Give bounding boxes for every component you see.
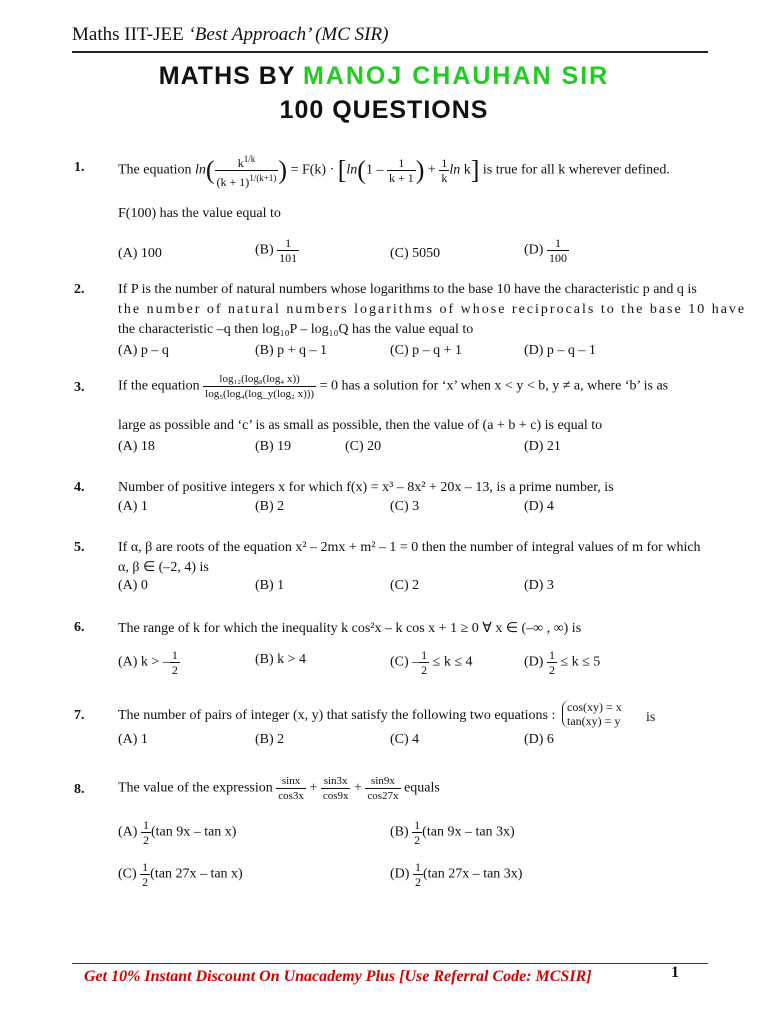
title-line-2: 100 QUESTIONS [279, 96, 489, 124]
q7-eq1: cos(xy) = x [567, 700, 622, 714]
option-a: (A) k > – $\frac{1}{2}$ [118, 648, 178, 677]
option-c: (C) $\frac{1}{2}$ (tan 27x – tan x) [118, 860, 243, 889]
q2-line-3: the characteristic –q then log₁₀P – log₁₀Q has the value equal to [118, 322, 474, 337]
footer-promo: Get 10% Instant Discount On Unacademy Plus [Use Referral Code: MCSIR] [84, 968, 592, 985]
q6-text-1: The range of k for which the inequality k cos²x – k cos x + 1 ≥ 0 ∀ x ∈ (–∞ , ∞) is [118, 621, 582, 636]
question-number: 4. [74, 480, 85, 495]
q1-ln: ln [194, 162, 206, 178]
option-d: (D) 4 [524, 499, 554, 514]
q8-text-a: The value of the expression [118, 780, 277, 796]
option-b: (B) 2 [255, 732, 285, 747]
option-d: (D) $\frac{1}{2}$ ≤ k ≤ 5 [524, 648, 601, 677]
question-number: 2. [74, 282, 85, 297]
option-b: (B) 1 [255, 578, 285, 593]
q1-text-d: is true for all k wherever defined. [479, 162, 670, 178]
question-number: 1. [74, 160, 85, 175]
option-c: (C) – $\frac{1}{2}$ ≤ k ≤ 4 [390, 648, 473, 677]
option-d: (D) 6 [524, 732, 554, 747]
option-a: (A) p – q [118, 343, 169, 358]
option-d: (D) $\frac{1}{100}$ [524, 236, 567, 265]
option-b: (B) 2 [255, 499, 285, 514]
question-number: 6. [74, 620, 85, 635]
q3-frac-bot: log₅(log₄(log_y(log₂ x))) [205, 388, 315, 400]
title-part2: MANOJ CHAUHAN SIR [302, 62, 610, 90]
q5-text-1: If α, β are roots of the equation x² – 2mx + m² – 1 = 0 then the number of integral values of m for which [118, 540, 701, 555]
option-d: (D) 3 [524, 578, 554, 593]
q7-text-1: The number of pairs of integer (x, y) that satisfy the following two equations : [118, 708, 556, 723]
option-d: (D) $\frac{1}{2}$ (tan 27x – tan 3x) [390, 860, 523, 889]
page-number: 1 [671, 964, 679, 981]
option-a: (A) 1 [118, 732, 148, 747]
q8-f2-bot: cos9x [322, 790, 349, 802]
q2-line-2: the number of natural numbers logarithms of whose reciprocals to the base 10 have [118, 302, 747, 317]
header-prefix: Maths IIT-JEE [72, 24, 189, 45]
q8-text-1: The value of the expression $\frac{\sin x}{\cos 3x}$ + $\frac{\sin 3x}{\cos 9x}$ + $\frac{\sin 9x}{\cos 27x}$ equals [118, 775, 440, 802]
option-a: (A) 0 [118, 578, 148, 593]
option-b: (B) p + q – 1 [255, 343, 328, 358]
q1-fraction: $\frac{k^{1/k}}{(k + 1)^{1/(k+1)}}$ [216, 154, 277, 189]
title-part1: MATHS BY [158, 62, 303, 90]
q5-text-2: α, β ∈ (–2, 4) is [118, 560, 209, 575]
title-line-1 [0, 62, 768, 91]
q3-text-b: = 0 has a solution for ‘x’ when x < y < b, y ≠ a, where ‘b’ is as [316, 378, 669, 394]
q8-f3-top: sin9x [365, 774, 400, 789]
option-c: (C) 20 [345, 439, 382, 454]
q8-f1-top: sinx [276, 774, 306, 789]
option-c: (C) 2 [390, 578, 420, 593]
option-b: (B) 19 [255, 439, 292, 454]
q2-line-1: If P is the number of natural numbers whose logarithms to the base 10 have the characteristic p and q is [118, 282, 697, 297]
q8-f2-top: sin3x [321, 774, 351, 789]
option-a: (A) $\frac{1}{2}$ (tan 9x – tan x) [118, 818, 237, 847]
option-d: (D) 21 [524, 439, 561, 454]
option-a: (A) 18 [118, 439, 155, 454]
header-rule [72, 51, 708, 53]
q1-text-2: F(100) has the value equal to [118, 206, 281, 221]
q7-equation-system [562, 700, 622, 728]
q8-f3-bot: cos27x [367, 790, 399, 802]
option-c: (C) p – q + 1 [390, 343, 463, 358]
question-number: 8. [74, 782, 85, 797]
q3-text-1 [118, 372, 668, 401]
page-header [72, 24, 388, 46]
footer-rule [72, 963, 708, 964]
q8-f1-bot: cos3x [278, 790, 304, 802]
option-b: (B) k > 4 [255, 652, 307, 667]
q8-text-b: equals [400, 780, 440, 796]
option-b: (B) $\frac{1}{2}$ (tan 9x – tan 3x) [390, 818, 515, 847]
option-c: (C) 4 [390, 732, 420, 747]
q7-eq2: tan(xy) = y [567, 714, 621, 728]
q1-text-a: The equation [118, 162, 195, 178]
q1-text-c: = F(k) · [287, 162, 338, 178]
option-a: (A) 1 [118, 499, 148, 514]
option-a: (A) 100 [118, 246, 162, 261]
question-number: 5. [74, 540, 85, 555]
q7-text-is: is [646, 710, 656, 725]
option-d: (D) p – q – 1 [524, 343, 596, 358]
question-number: 7. [74, 708, 85, 723]
option-c: (C) 3 [390, 499, 420, 514]
q3-text-a: If the equation [118, 378, 204, 394]
question-number: 3. [74, 380, 85, 395]
question-text: The equation ln( $\frac{k^{1/k}}{(k + 1)^{1/(k+1)}}$ ) = F(k) · [ln(1 – $\frac{1}{k + 1}$ ) + $\frac{1}{k}$ ln k] is true for all k wherever defined. [118, 154, 670, 189]
q3-frac-top: log₁₂(log₈(log₄ x)) [203, 372, 316, 387]
q4-text-1: Number of positive integers x for which f(x) = x³ – 8x² + 20x – 13, is a prime number, is [118, 480, 614, 495]
option-b: (B) $\frac{1}{101}$ [255, 236, 298, 265]
q3-text-2: large as possible and ‘c’ is as small as possible, then the value of (a + b + c) is equal to [118, 418, 603, 433]
header-italic: ‘Best Approach’ (MC SIR) [188, 24, 389, 45]
option-c: (C) 5050 [390, 246, 441, 261]
